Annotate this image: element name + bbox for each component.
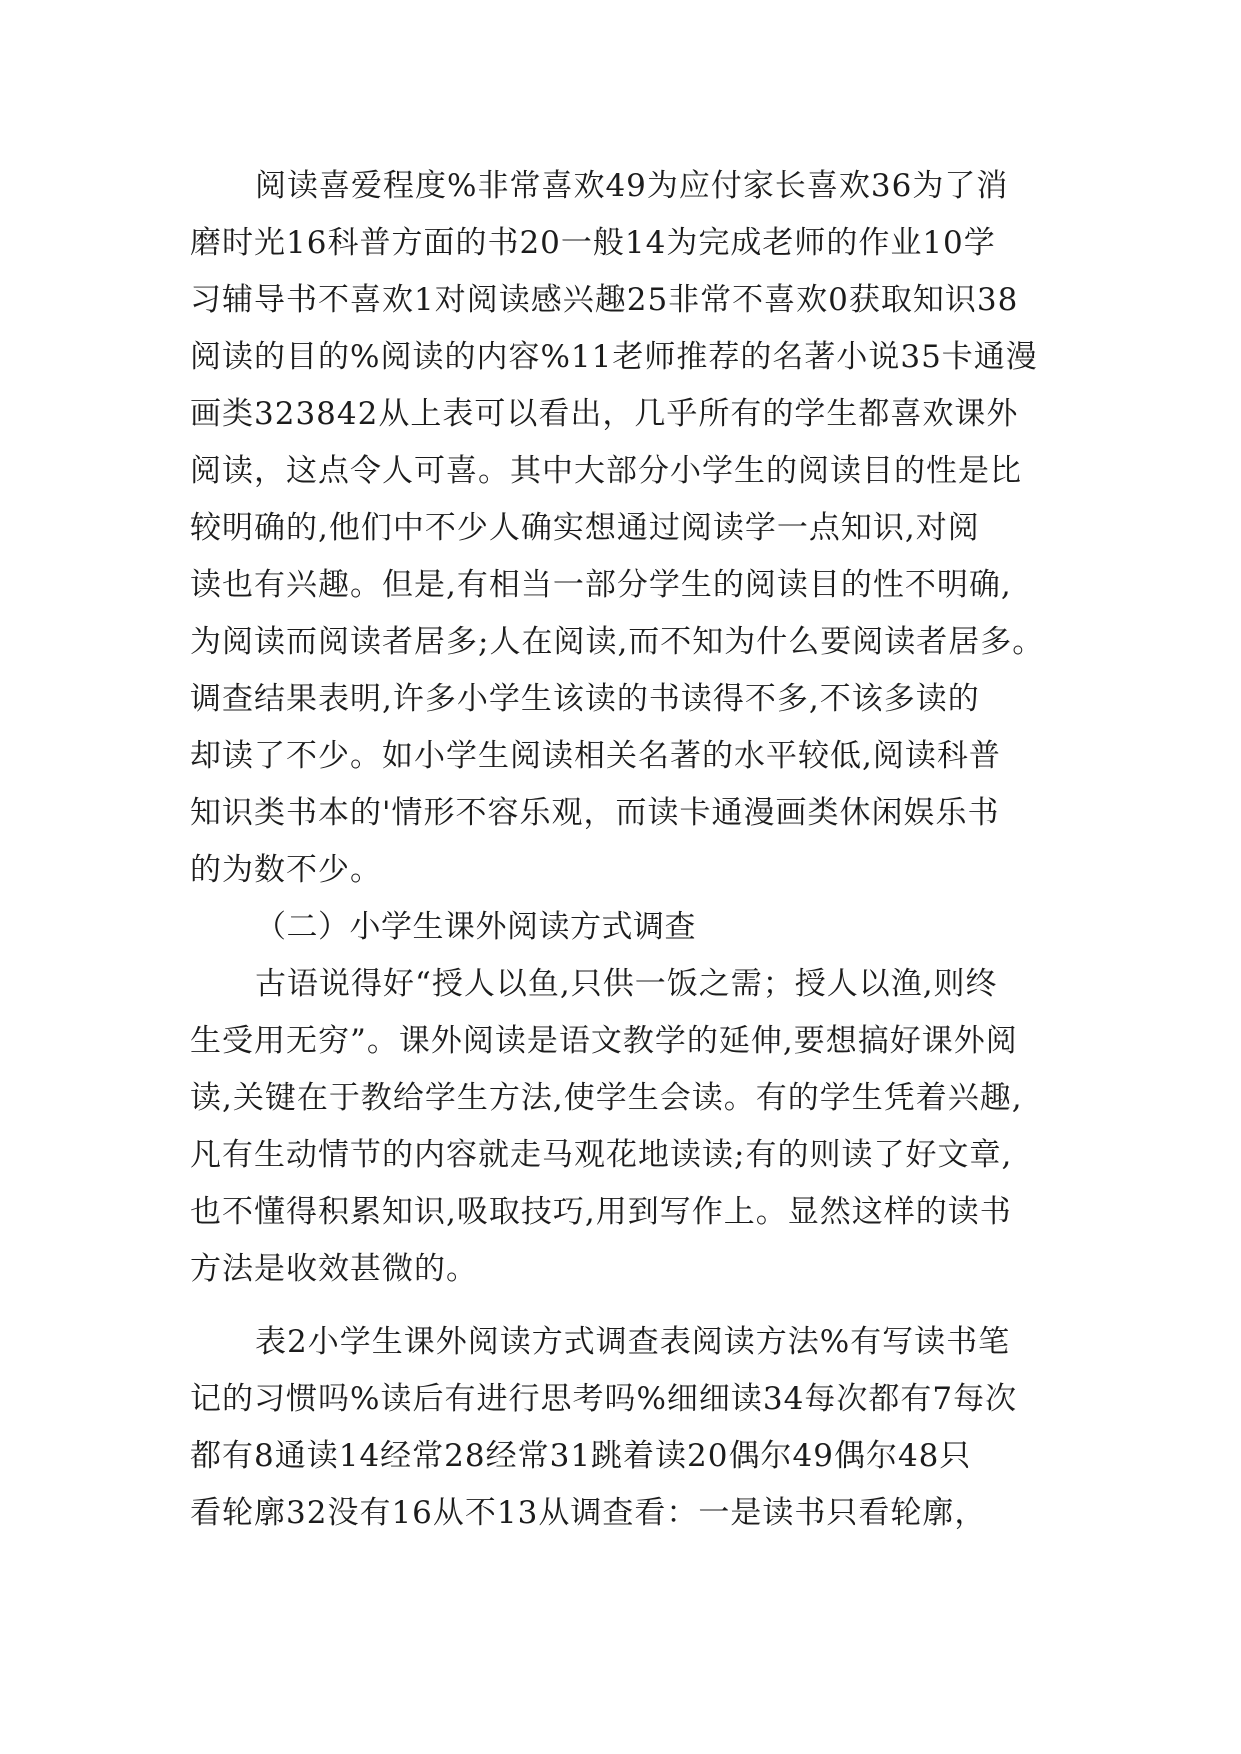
text-line: 凡有生动情节的内容就走马观花地读读;有的则读了好文章, xyxy=(190,1137,1013,1173)
text-line: 读,关键在于教给学生方法,使学生会读。有的学生凭着兴趣, xyxy=(190,1080,1023,1116)
text-line: 方法是收效甚微的。 xyxy=(190,1251,478,1287)
text-line: 阅读，这点令人可喜。其中大部分小学生的阅读目的性是比 xyxy=(190,453,1022,489)
text-line: 习辅导书不喜欢1对阅读感兴趣25非常不喜欢0获取知识38 xyxy=(190,282,1019,318)
text-line: 画类323842从上表可以看出，几乎所有的学生都喜欢课外 xyxy=(190,396,1019,432)
text-line: 生受用无穷”。课外阅读是语文教学的延伸,要想搞好课外阅 xyxy=(190,1023,1018,1059)
text-line: 却读了不少。如小学生阅读相关名著的水平较低,阅读科普 xyxy=(190,738,1001,774)
text-line: 读也有兴趣。但是,有相当一部分学生的阅读目的性不明确, xyxy=(190,567,1012,603)
text-line: 阅读的目的%阅读的内容%11老师推荐的名著小说35卡通漫 xyxy=(190,339,1038,375)
text-line: 较明确的,他们中不少人确实想通过阅读学一点知识,对阅 xyxy=(190,510,980,546)
text-line: 都有8通读14经常28经常31跳着读20偶尔49偶尔48只 xyxy=(190,1438,972,1474)
text-line: 古语说得好“授人以鱼,只供一饭之需；授人以渔,则终 xyxy=(255,966,998,1002)
text-line: 表2小学生课外阅读方式调查表阅读方法%有写读书笔 xyxy=(255,1324,1011,1360)
text-line: 的为数不少。 xyxy=(190,852,382,888)
text-line: 为阅读而阅读者居多;人在阅读,而不知为什么要阅读者居多。 xyxy=(190,624,1045,660)
section-heading: （二）小学生课外阅读方式调查 xyxy=(255,909,696,945)
text-line: 也不懂得积累知识,吸取技巧,用到写作上。显然这样的读书 xyxy=(190,1194,1012,1230)
text-line: 记的习惯吗%读后有进行思考吗%细细读34每次都有7每次 xyxy=(190,1381,1018,1417)
text-line: 磨时光16科普方面的书20一般14为完成老师的作业10学 xyxy=(190,225,996,261)
text-line: 阅读喜爱程度%非常喜欢49为应付家长喜欢36为了消 xyxy=(255,168,1009,204)
text-line: 调查结果表明,许多小学生该读的书读得不多,不该多读的 xyxy=(190,681,980,717)
text-line: 知识类书本的'情形不容乐观，而读卡通漫画类休闲娱乐书 xyxy=(190,795,1000,831)
text-line: 看轮廓32没有16从不13从调查看：一是读书只看轮廓， xyxy=(190,1495,987,1531)
